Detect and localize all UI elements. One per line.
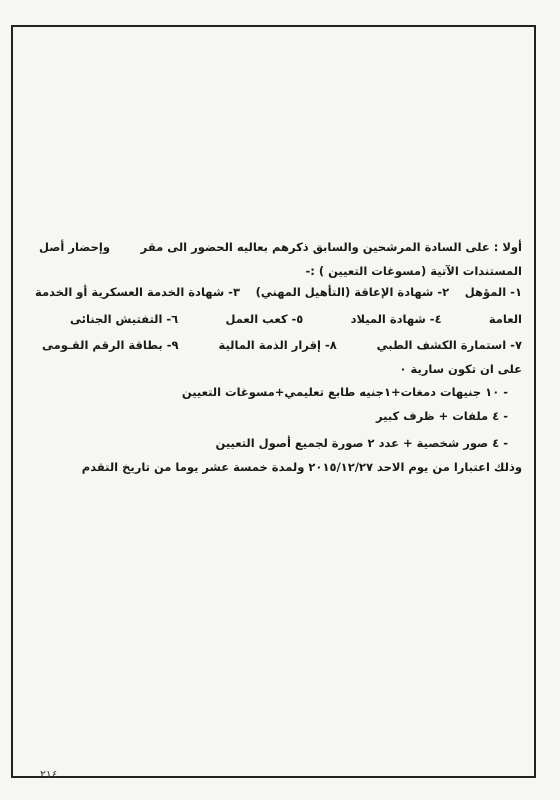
doc-item-national-id: ٩- بطاقة الرقم القـومى (42, 338, 179, 352)
doc-item-work-stub: ٥- كعب العمل (225, 312, 304, 326)
requirement-item-3: - ٤ صور شخصية + عدد ٢ صورة لجميع أصول التعيين (215, 436, 508, 450)
documents-row-1 (35, 284, 522, 300)
requirement-item-2: - ٤ ملفات + ظرف كبير (375, 409, 508, 423)
page-border (11, 25, 536, 778)
intro-line-part2: وإحضار أصل (39, 240, 110, 254)
validity-condition: على ان تكون سارية ٠ (399, 362, 522, 376)
intro-line-part1: أولا : على السادة المرشحين والسابق ذكرهم بعاليه الحضور الى مقر (140, 240, 522, 254)
doc-item-military-service: ٣- شهادة الخدمة العسكرية أو الخدمة (35, 285, 240, 299)
doc-item-qualification: ١- المؤهل (464, 285, 522, 299)
doc-item-financial-disclosure: ٨- إقرار الذمة المالية (218, 338, 337, 352)
requirement-item-1: - ١٠ جنيهات دمغات+١جنيه طابع تعليمي+مسوغات التعيين (181, 385, 508, 399)
documents-heading: المستندات الآتية (مسوغات التعيين ) :- (305, 264, 522, 278)
doc-item-medical-form: ٧- استمارة الكشف الطبي (376, 338, 522, 352)
documents-row-2 (70, 311, 522, 327)
doc-item-birth-certificate: ٤- شهادة الميلاد (350, 312, 442, 326)
closing-statement: وذلك اعتبارا من يوم الاحد ٢٠١٥/١٢/٢٧ ولمدة خمسة عشر يوما من تاريخ التقدم (81, 460, 522, 474)
doc-item-criminal-check: ٦- التفتيش الجنائى (70, 312, 179, 326)
page-number: ٢١٤ (40, 768, 58, 781)
documents-row-3 (42, 337, 522, 353)
doc-item-general: العامة (488, 312, 522, 326)
doc-item-disability-certificate: ٢- شهادة الإعاقة (التأهيل المهني) (255, 285, 450, 299)
